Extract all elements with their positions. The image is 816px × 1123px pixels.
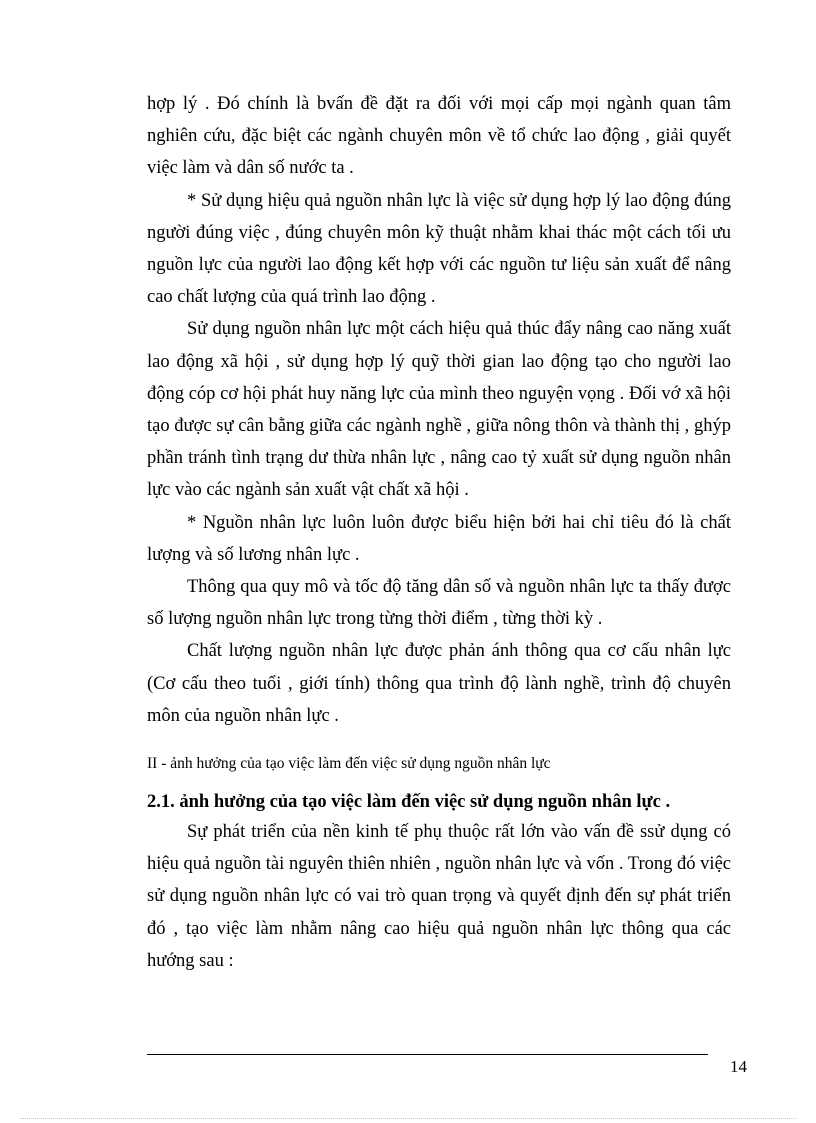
page-body xyxy=(147,88,731,977)
page-edge-divider xyxy=(20,1118,796,1119)
paragraph-quantity: Thông qua quy mô và tốc độ tăng dân số và nguồn nhân lực ta thấy được số lượng nguồn nhân lực trong từng thời điểm , từng thời kỳ . xyxy=(147,577,731,630)
section-heading: II - ảnh hưởng của tạo việc làm đến việc sử dụng nguồn nhân lực xyxy=(147,755,551,773)
sub-heading: 2.1. ảnh hưởng của tạo việc làm đến việc sử dụng nguồn nhân lực . xyxy=(147,792,671,813)
footer-rule xyxy=(147,1054,708,1055)
paragraph-benefits: Sử dụng nguồn nhân lực một cách hiệu quả thúc đẩy nâng cao năng xuất lao động xã hội , sử dụng hợp lý quỹ thời gian lao động tạo cho người lao động cóp cơ hội phát huy năng lực của mình theo nguyện vọng . Đối vớ xã hội tạo được sự cân bằng giữa các ngành nghề , giữa nông thôn và thành thị , ghýp phần tránh tình trạng dư thừa nhân lực , nâng cao tỷ xuất sử dụng nguồn nhân lực vào các ngành sản xuất vật chất xã hội . xyxy=(147,319,731,501)
page-number: 14 xyxy=(730,1057,747,1076)
paragraph-efficient-use: * Sử dụng hiệu quả nguồn nhân lực là việc sử dụng hợp lý lao động đúng người đúng việc , đúng chuyên môn kỹ thuật nhằm khai thác một cách tối ưu nguồn lực của người lao động kết hợp với các nguồn tư liệu sản xuất để nâng cao chất lượng của quá trình lao động . xyxy=(147,190,731,308)
paragraph-development: Sự phát triển của nền kinh tế phụ thuộc rất lớn vào vấn đề ssử dụng có hiệu quả nguồn tài nguyên thiên nhiên , nguồn nhân lực và vốn . Trong đó việc sử dụng nguồn nhân lực có vai trò quan trọng và quyết định đến sự phát triển đó , tạo việc làm nhằm nâng cao hiệu quả nguồn nhân lực thông qua các hướng sau : xyxy=(147,822,731,971)
paragraph-quality: Chất lượng nguồn nhân lực được phản ánh thông qua cơ cấu nhân lực (Cơ cấu theo tuổi , giới tính) thông qua trình độ lành nghề, trình độ chuyên môn của nguồn nhân lực . xyxy=(147,641,731,726)
paragraph-continuation: hợp lý . Đó chính là bvấn đề đặt ra đối với mọi cấp mọi ngành quan tâm nghiên cứu, đặc biệt các ngành chuyên môn về tổ chức lao động , giải quyết việc làm và dân số nước ta . xyxy=(147,94,731,179)
paragraph-indicators: * Nguồn nhân lực luôn luôn được biểu hiện bởi hai chỉ tiêu đó là chất lượng và số lương nhân lực . xyxy=(147,512,731,565)
